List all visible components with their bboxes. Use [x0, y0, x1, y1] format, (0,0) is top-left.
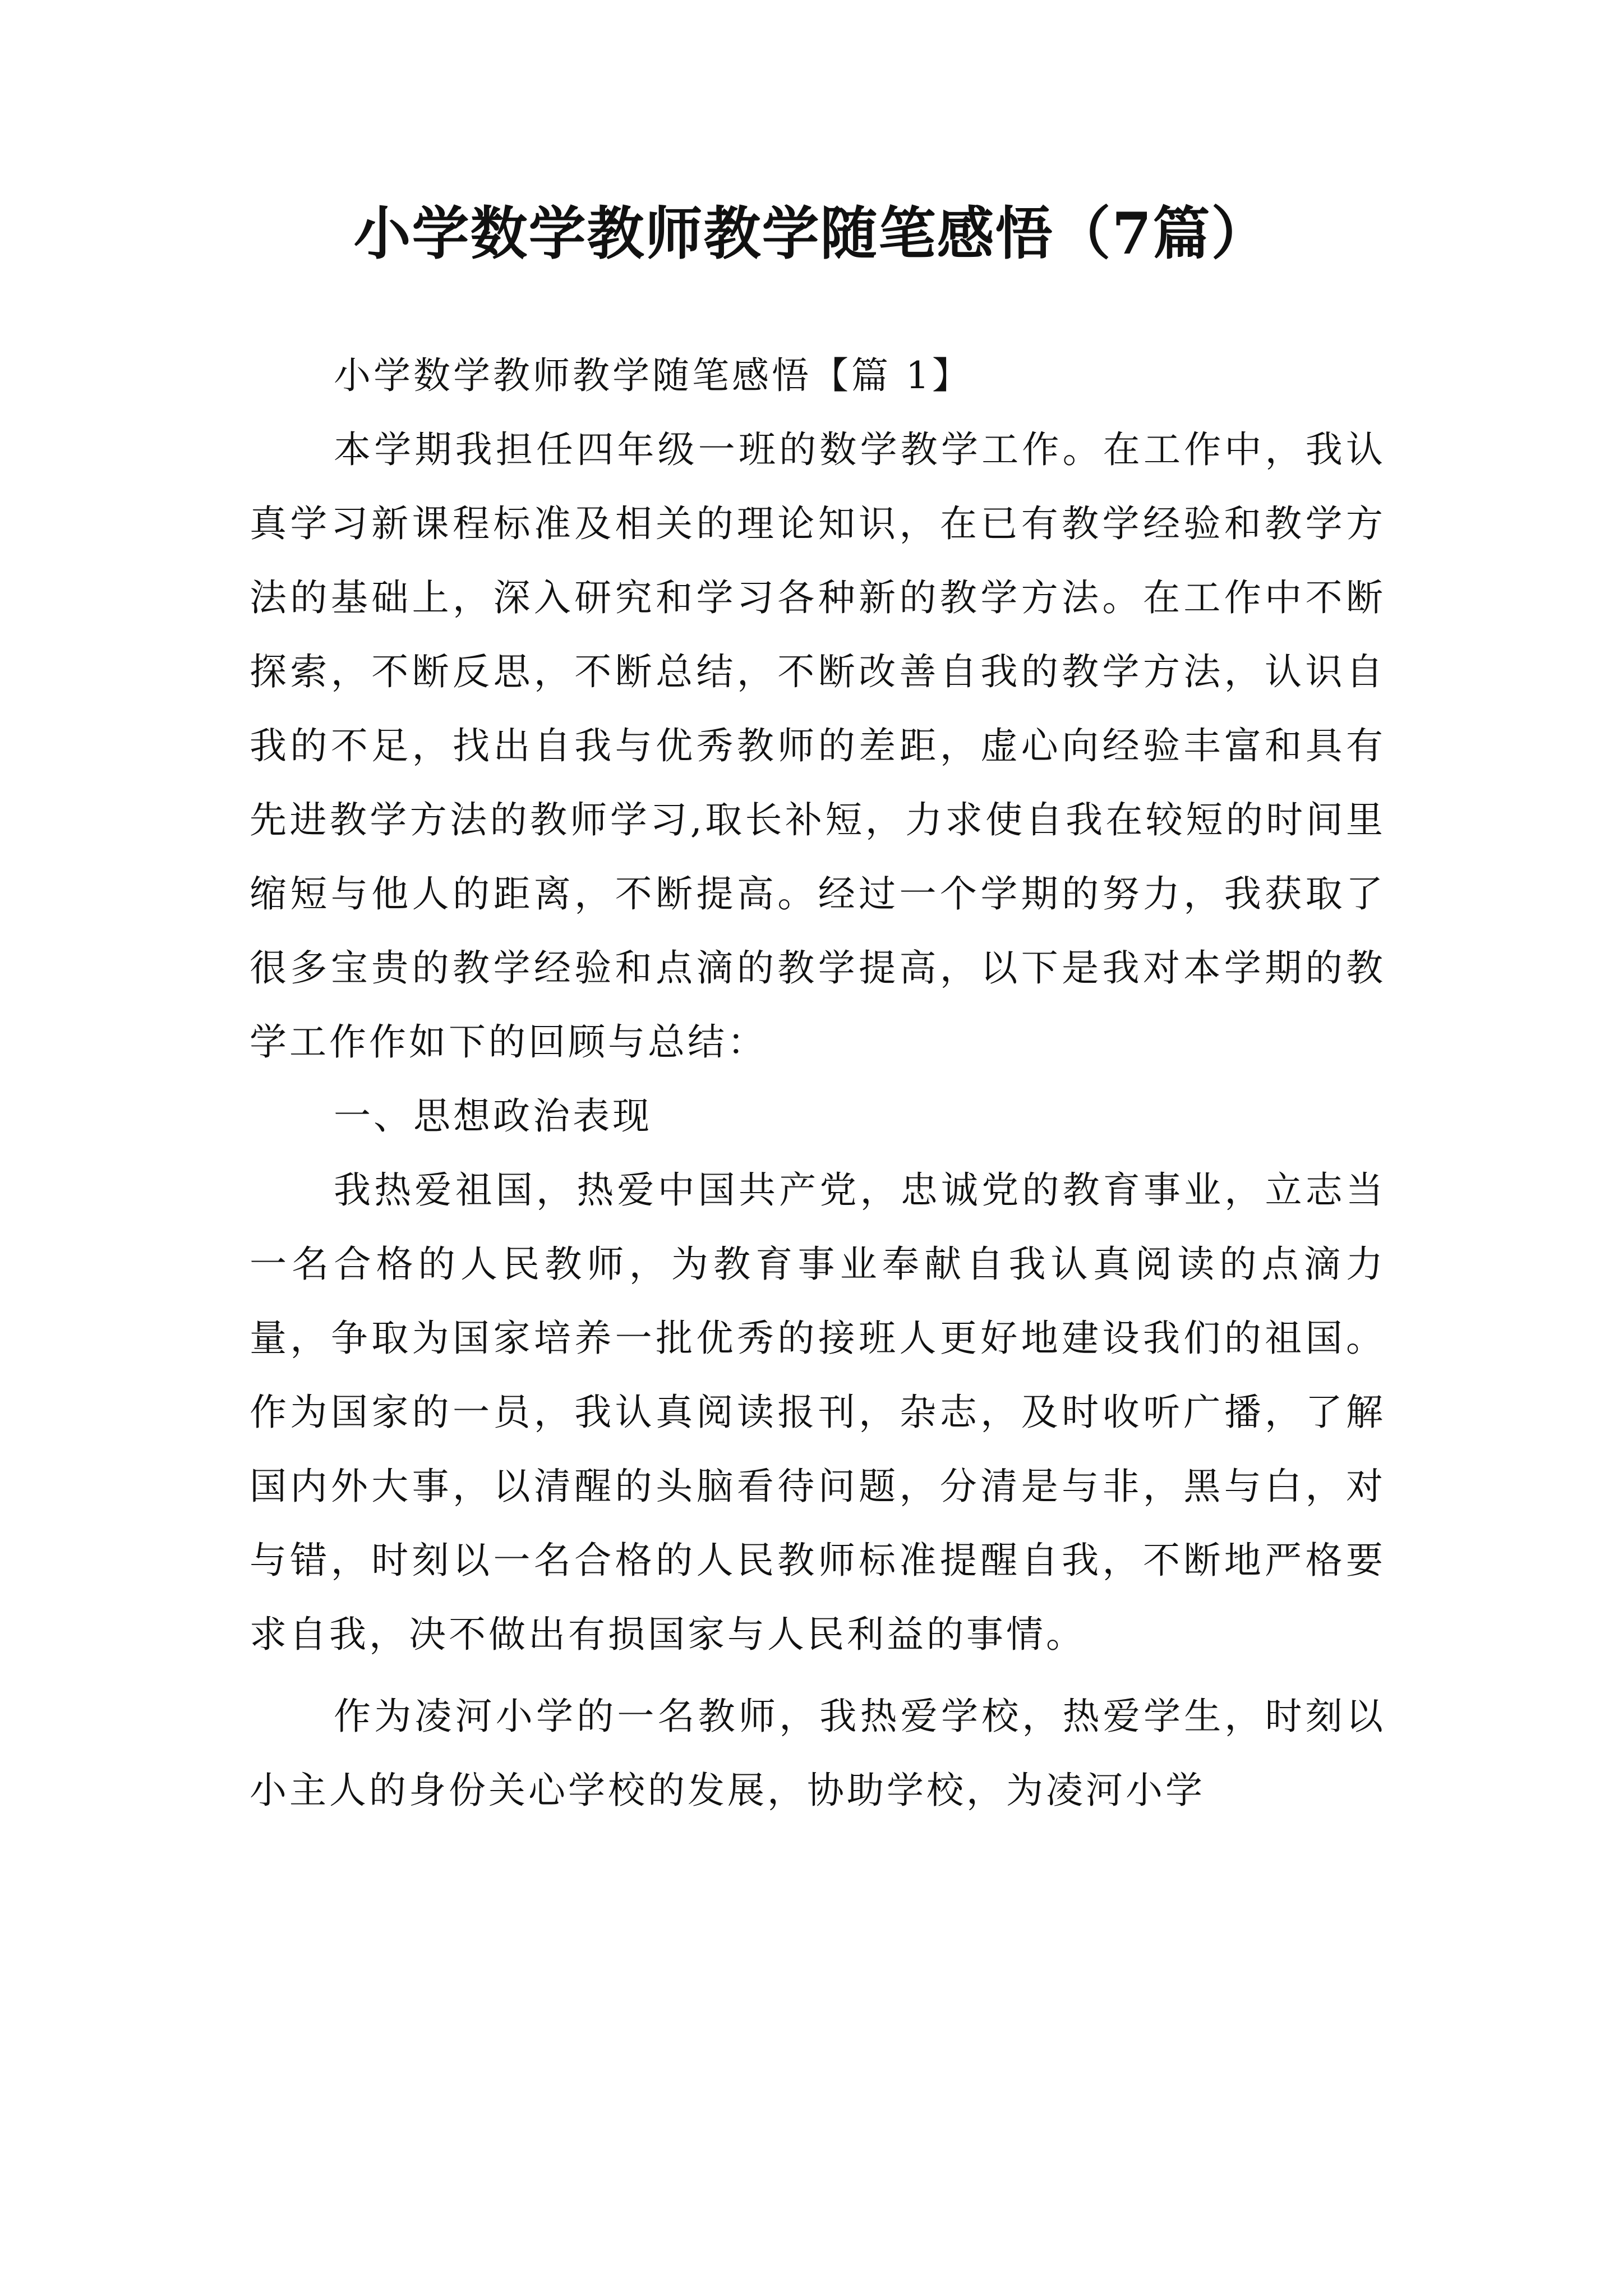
paragraph-politics: 我热爱祖国，热爱中国共产党，忠诚党的教育事业，立志当一名合格的人民教师，为教育事业奉献自我认真阅读的点滴力量，争取为国家培养一批优秀的接班人更好地建设我们的祖国。作为国家的一员，我认真阅读报刊，杂志，及时收听广播，了解国内外大事，以清醒的头脑看待问题，分清是与非，黑与白，对与错，时刻以一名合格的人民教师标准提醒自我，不断地严格要求自我，决不做出有损国家与人民利益的事情。 [250, 1168, 1386, 1656]
paragraph-intro: 本学期我担任四年级一班的数学教学工作。在工作中，我认真学习新课程标准及相关的理论知识，在已有教学经验和教学方法的基础上，深入研究和学习各种新的教学方法。在工作中不断探索，不断反思，不断总结，不断改善自我的教学方法，认识自我的不足，找出自我与优秀教师的差距，虚心向经验丰富和具有先进教学方法的教师学习,取长补短，力求使自我在较短的时间里缩短与他人的距离，不断提高。经过一个学期的努力，我获取了很多宝贵的教学经验和点滴的教学提高，以下是我对本学期的教学工作作如下的回顾与总结： [250, 428, 1386, 1064]
document-body [250, 339, 1386, 1828]
section-heading-politics: 一、思想政治表现 [334, 1094, 652, 1138]
paragraph-school: 作为凌河小学的一名教师，我热爱学校，热爱学生，时刻以小主人的身份关心学校的发展，协助学校，为凌河小学 [250, 1695, 1386, 1812]
section-subtitle: 小学数学教师教学随笔感悟【篇 1】 [334, 354, 972, 397]
document-title: 小学数学教师教学随笔感悟（7篇） [353, 200, 1270, 268]
